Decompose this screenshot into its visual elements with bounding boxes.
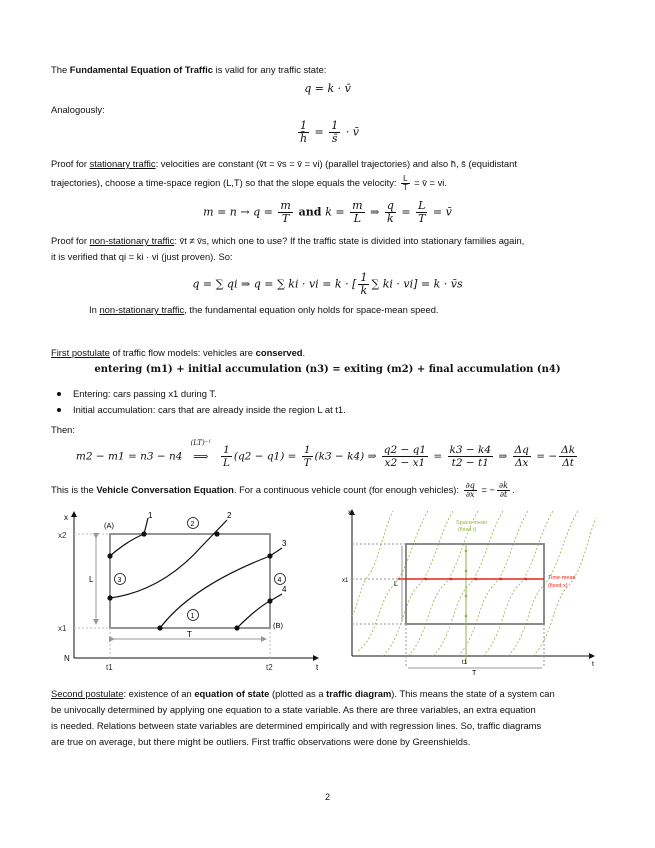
L-label-right: L — [394, 581, 398, 588]
intro-line: The Fundamental Equation of Traffic is valid for any traffic state: — [51, 64, 327, 75]
trajectory-3 — [160, 548, 282, 628]
region-4-label: 4 — [277, 577, 282, 584]
T-label-right: T — [472, 670, 477, 676]
nonstationary-proof-line1: Proof for non-stationary traffic: v̄t ≠ v̄s, which one to use? If the traffic state is divided into stationary families again, — [51, 235, 525, 246]
first-postulate: First postulate of traffic flow models: vehicles are conserved. — [51, 347, 306, 358]
space-mean-sublabel: (fixed t) — [458, 527, 477, 533]
corner-A-label: (A) — [104, 521, 114, 530]
t2-label: t2 — [266, 663, 273, 672]
nonstationary-note: In non-stationary traffic, the fundamental equation only holds for space-mean speed. — [89, 304, 439, 315]
time-mean-sublabel: (fixed x) — [548, 583, 568, 589]
page-number: 2 — [324, 792, 330, 802]
t1-label: t1 — [106, 663, 113, 672]
T-label: T — [187, 630, 192, 639]
trajectory-1-label: 1 — [148, 511, 153, 520]
space-mean-time-mean-figure — [338, 506, 600, 676]
trajectory-1 — [110, 518, 148, 556]
right-region-rectangle — [406, 544, 544, 624]
conservation-equation: entering (m1) + initial accumulation (n3) = exiting (m2) + final accumulation (n4) — [94, 364, 561, 375]
region-1-label: 1 — [190, 613, 195, 620]
analogously-label: Analogously: — [51, 104, 105, 115]
corner-B-label: (B) — [273, 621, 283, 630]
time-mean-label: Time-mean — [548, 575, 576, 581]
x-axis-label: x — [64, 513, 68, 522]
analog-equation: $\frac{1}{h̄}$ = $\frac{1}{s̄}$ · v̄ — [299, 119, 359, 145]
bullet-initial-accumulation: Initial accumulation: cars that are already inside the region L at t1. — [73, 404, 346, 415]
x1-label: x1 — [58, 624, 67, 633]
then-label: Then: — [51, 424, 75, 435]
trajectory-2-label: 2 — [227, 511, 232, 520]
second-postulate-line3: is needed. Relations between state variables are determined empirically and with regression lines. So, traffic diagrams — [51, 720, 542, 731]
second-postulate-line2: be univocally determined by applying one equation to a state variable. As there are three variables, an extra equation — [51, 704, 536, 715]
trajectory-2 — [110, 520, 227, 598]
stationary-equation: m = n → q = $\frac{m}{T}$ and k = $\frac{m}{L}$ ⇒ $\frac{q}{k}$ = $\frac{L}{T}$ = v̄ — [203, 199, 452, 225]
stationary-proof-line2: trajectories), choose a time-space region (L,T) so that the slope equals the velocity: $\frac{L}{T}$ = v̄ = vi. — [51, 174, 447, 193]
t-axis-label: t — [316, 663, 319, 672]
stationary-proof-line1: Proof for stationary traffic: velocities are constant (v̄t = v̄s = v̄ = vi) (parallel trajectories) and also h̄, s̄ (equidistant — [51, 158, 517, 169]
bullet-entering: Entering: cars passing x1 during T. — [73, 388, 217, 399]
fundamental-equation: q = k · v̄ — [304, 82, 351, 95]
trajectory-3-label: 3 — [282, 539, 287, 548]
L-label: L — [89, 575, 94, 584]
nonstationary-equation: q = ∑ qi ⇒ q = ∑ ki · vi = k · [ $\frac{1}{k}$ ∑ ki · vi] = k · v̄s — [192, 271, 463, 297]
xk-label: x1 — [342, 578, 349, 584]
time-space-region-figure — [52, 506, 327, 676]
x-axis-label-right: x — [348, 510, 351, 516]
t-axis-label-right: t — [592, 661, 594, 668]
trajectory-4-label: 4 — [282, 585, 287, 594]
origin-label: N — [64, 654, 70, 663]
second-postulate-line4: are true on average, but there might be outliers. First traffic observations were done by Greenshields. — [51, 736, 471, 747]
second-postulate-line1: Second postulate: existence of an equation of state (plotted as a traffic diagram). This means the state of a system can — [51, 688, 555, 699]
x2-label: x2 — [58, 531, 67, 540]
tk-label: t1 — [462, 660, 468, 666]
vce-statement: This is the Vehicle Conversation Equation. For a continuous vehicle count (for enough vehicles): $\frac{\partial q}{\partial x}$ = − $\frac{\partial k}{\partial t}$ . — [51, 481, 515, 500]
nonstationary-proof-line2: it is verified that qi = ki · vi (just proven). So: — [51, 251, 233, 262]
region-3-label: 3 — [117, 577, 122, 584]
region-2-label: 2 — [190, 521, 195, 528]
space-mean-label: Space-mean — [456, 520, 488, 526]
vehicle-conservation-derivation: m2 − m1 = n3 − n4 (LT)⁻¹ ⟹ $\frac{1}{L}$ (q2 − q1) = $\frac{1}{T}$ (k3 − k4) ⇒ $\frac{q2 - q1}{x2 - x1}$ = $\frac{k3 - k4}{t2 - t1}$ ⇒ $\frac{\Delta q}{\Delta x}$ = − $\frac{\Delta k}{\Delta t}$ — [75, 438, 576, 469]
